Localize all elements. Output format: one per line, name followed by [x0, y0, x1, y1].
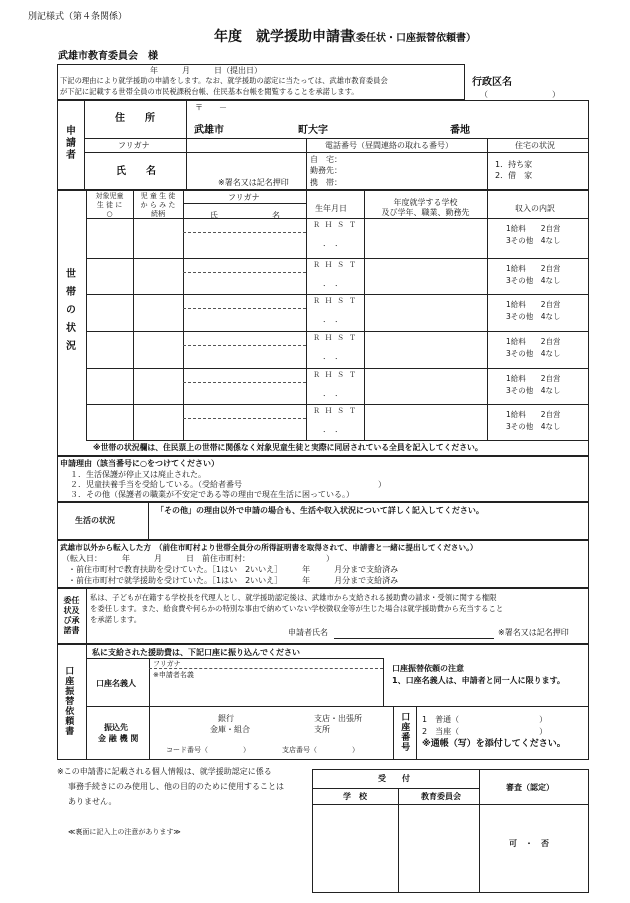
code-bank[interactable]: コード番号（ ） — [166, 746, 250, 754]
intro-text-1: 下記の理由により就学援助の申請をします。なお、就学援助の認定に当たっては、武雄市教育委員会 — [60, 76, 388, 85]
birth-date-dots[interactable]: ．． — [323, 389, 351, 398]
transfer-line1[interactable]: ・前住市町村で教育扶助を受けていた。［1はい 2いいえ］ 年 月分まで支給済み — [68, 565, 399, 574]
reason-opt3[interactable]: ３．その他（保護者の職業が不安定である等の理由で現在生活に困っている。） — [70, 490, 354, 499]
branch-suffix-2: 支所 — [314, 725, 330, 734]
income-options-1[interactable]: 1給料 2自営 — [506, 337, 561, 346]
name-label: 氏 名 — [116, 166, 156, 177]
col-relation: 児 童 生 徒 か ら み た 続柄 — [140, 192, 176, 218]
household-member-row[interactable] — [86, 368, 589, 406]
transfer-header: 武雄市以外から転入した方 （前住市町村より世帯全員分の所得証明書を取得されて、申請書と一緒に提出してください。） — [60, 543, 478, 552]
household-member-row[interactable] — [86, 294, 589, 332]
form-subtitle: （委任状・口座振替依頼書） — [346, 33, 476, 44]
notice-title: 口座振替依頼の注意 — [392, 664, 464, 673]
income-options-1[interactable]: 1給料 2自営 — [506, 410, 561, 419]
col-school: 年度就学する学校 及び学年、職業、勤務先 — [381, 198, 470, 217]
era-options[interactable]: ＲＨＳＴ — [313, 334, 361, 342]
era-options[interactable]: ＲＨＳＴ — [313, 407, 361, 415]
income-options-2[interactable]: 3その他 4なし — [506, 386, 561, 395]
reason-header: 申請理由（該当番号に○をつけてください） — [60, 459, 219, 468]
address-banchi: 番地 — [450, 125, 470, 136]
back-note: ≪裏面に記入上の注意があります≫ — [68, 828, 181, 836]
form-type-label: 別記様式（第４条関係） — [28, 12, 128, 22]
proxy-text-2: を委任します。また、給食費や何らかの特別な事由で納めていない学校徴収金等が生じた場合は就学援助費から充当すること — [90, 604, 504, 613]
holder-furigana: フリガナ — [153, 660, 181, 668]
income-options-1[interactable]: 1給料 2自営 — [506, 264, 561, 273]
proxy-text-1: 私は、子どもが在籍する学校長を代理人とし、就学援助認定後は、武雄市から支給される援助費の請求・受領に関する権限 — [90, 593, 497, 602]
privacy-line-2: 事務手続きにのみ使用し、他の目的のために使用することは — [68, 782, 284, 791]
address-label: 住 所 — [115, 113, 155, 124]
household-member-row[interactable] — [86, 404, 589, 442]
institution-label-1: 振込先 — [104, 723, 128, 732]
office-school: 学 校 — [343, 792, 367, 801]
birth-date-dots[interactable]: ．． — [323, 425, 351, 434]
reason-opt2[interactable]: ２．児童扶養手当を受給している。（受給者番号 ） — [70, 480, 386, 489]
col-birth: 生年月日 — [315, 204, 347, 213]
office-board: 教育委員会 — [421, 792, 461, 801]
district-input[interactable]: （ ） — [480, 90, 560, 99]
income-options-1[interactable]: 1給料 2自営 — [506, 374, 561, 383]
era-options[interactable]: ＲＨＳＴ — [313, 261, 361, 269]
applicant-label: 申請者 — [63, 125, 75, 161]
account-label: 口座番号 — [399, 712, 410, 752]
notice-text: 1、口座名義人は、申請者と同一人に限ります。 — [392, 676, 565, 685]
address-town: 町大字 — [298, 125, 328, 136]
income-options-2[interactable]: 3その他 4なし — [506, 236, 561, 245]
furigana-label: フリガナ — [118, 141, 150, 150]
office-review: 審査（認定） — [506, 783, 554, 792]
sign-note: ※署名又は記名押印 — [218, 178, 289, 187]
office-received: 受 付 — [378, 774, 410, 783]
phone-header: 電話番号（昼間連絡の取れる番号） — [325, 141, 453, 150]
household-footnote: ※世帯の状況欄は、住民票上の世帯に関係なく対象児童生徒と実際に同居されている全員を記入してください。 — [93, 443, 483, 452]
form-title: 年度 就学援助申請書 — [214, 29, 354, 45]
birth-date-dots[interactable]: ．． — [323, 279, 351, 288]
reason-opt1[interactable]: １．生活保護が停止又は廃止された。 — [70, 470, 206, 479]
income-options-2[interactable]: 3その他 4なし — [506, 312, 561, 321]
institution-label-2: 金 融 機 関 — [98, 734, 139, 743]
office-result: 可 ・ 否 — [509, 839, 549, 848]
submit-date[interactable]: 年 月 日（提出日） — [150, 66, 262, 75]
proxy-signature-line[interactable] — [334, 638, 494, 639]
col-name-given: 氏 — [210, 211, 218, 220]
privacy-line-3: ありません。 — [68, 797, 117, 806]
bank-suffix-1: 銀行 — [218, 714, 234, 723]
era-options[interactable]: ＲＨＳＴ — [313, 297, 361, 305]
living-note: 「その他」の理由以外で申請の場合も、生活や収入状況について詳しく記入してください。 — [156, 506, 484, 515]
income-options-2[interactable]: 3その他 4なし — [506, 276, 561, 285]
code-branch[interactable]: 支店番号（ ） — [282, 746, 359, 754]
income-options-1[interactable]: 1給料 2自営 — [506, 300, 561, 309]
postal-mark[interactable]: 〒 － — [195, 103, 227, 112]
household-member-row[interactable] — [86, 331, 589, 369]
col-name-family: 名 — [272, 211, 280, 220]
phone-work[interactable]: 勤務先： — [310, 166, 342, 175]
holder-label: 口座名義人 — [96, 679, 136, 688]
birth-date-dots[interactable]: ．． — [323, 315, 351, 324]
bank-label: 口座振替依頼書 — [63, 666, 74, 736]
col-target: 対象児童 生 徒 に ○ — [95, 192, 124, 218]
phone-mobile[interactable]: 携 帯： — [310, 178, 342, 187]
branch-suffix-1: 支店・出張所 — [314, 714, 362, 723]
housing-rent[interactable]: 2．借 家 — [495, 171, 533, 180]
income-options-2[interactable]: 3その他 4なし — [506, 349, 561, 358]
account-type-1[interactable]: 1 普通（ ） — [422, 715, 548, 724]
intro-text-2: が下記に記載する世帯全員の市民税課税台帳、住民基本台帳を閲覧することを承諾します。 — [60, 87, 359, 96]
bank-intro: 私に支給された援助費は、下記口座に振り込んでください — [92, 648, 300, 657]
account-type-2[interactable]: 2 当座（ ） — [422, 727, 548, 736]
phone-home[interactable]: 自 宅： — [310, 155, 342, 164]
housing-own[interactable]: 1．持ち家 — [495, 160, 533, 169]
proxy-label: 委任 状及 び承 諾書 — [63, 596, 80, 635]
col-furigana: フリガナ — [228, 193, 260, 202]
housing-header: 住宅の状況 — [515, 141, 555, 150]
passbook-note: ※通帳（写）を添付してください。 — [422, 739, 566, 749]
proxy-text-3: を承諾します。 — [90, 615, 142, 624]
income-options-1[interactable]: 1給料 2自営 — [506, 224, 561, 233]
household-member-row[interactable] — [86, 218, 589, 256]
proxy-applicant-name: 申請者氏名 — [288, 628, 328, 637]
proxy-sign-note: ※署名又は記名押印 — [498, 628, 569, 637]
privacy-line-1: ※この申請書に記載される個人情報は、就学援助認定に係る — [57, 767, 272, 776]
col-income: 収入の内訳 — [515, 204, 555, 213]
birth-date-dots[interactable]: ．． — [323, 239, 351, 248]
era-options[interactable]: ＲＨＳＴ — [313, 221, 361, 229]
living-label: 生活の状況 — [75, 516, 115, 525]
income-options-2[interactable]: 3その他 4なし — [506, 422, 561, 431]
household-member-row[interactable] — [86, 258, 589, 296]
household-label: 世帯の状況 — [63, 268, 75, 358]
era-options[interactable]: ＲＨＳＴ — [313, 371, 361, 379]
address-city: 武雄市 — [194, 125, 224, 136]
bank-suffix-2: 金庫・組合 — [210, 725, 250, 734]
district-label: 行政区名 — [472, 77, 512, 88]
transfer-line2[interactable]: ・前住市町村で就学援助を受けていた。［1はい 2いいえ］ 年 月分まで支給済み — [68, 576, 399, 585]
holder-note: ※申請者名義 — [153, 671, 194, 679]
addressee: 武雄市教育委員会 様 — [58, 51, 158, 62]
birth-date-dots[interactable]: ．． — [323, 352, 351, 361]
transfer-moved[interactable]: （転入日： 年 月 日 前住市町村： ） — [62, 554, 334, 563]
